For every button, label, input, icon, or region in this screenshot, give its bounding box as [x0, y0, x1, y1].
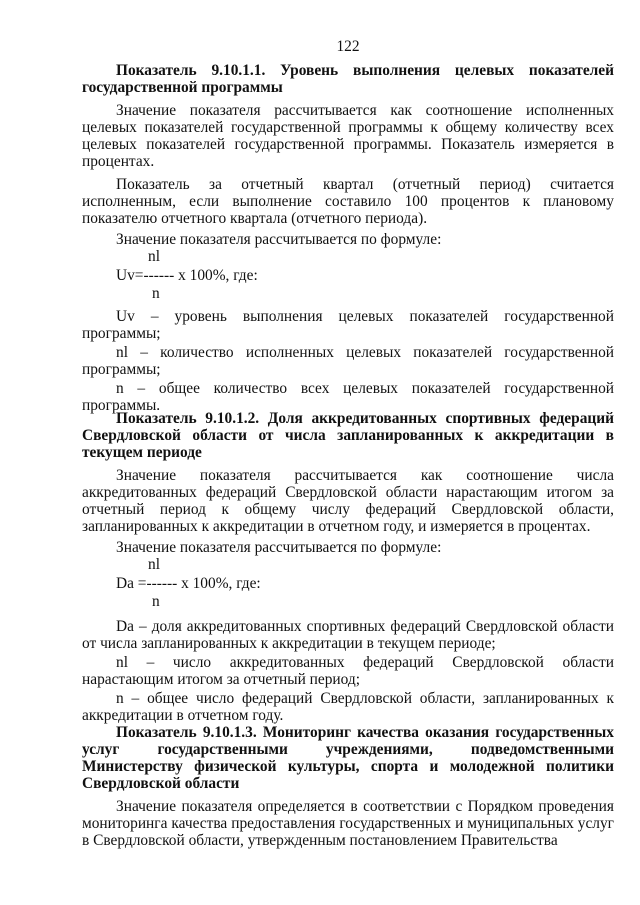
- formula: [82, 248, 614, 306]
- indicator-section-1: [82, 62, 614, 414]
- variable-definition: n – общее число федераций Свердловской области, запланированных к аккредитации в отчетном году.: [82, 690, 614, 724]
- formula-numerator: nl: [148, 248, 160, 265]
- variable-definition: Da – доля аккредитованных спортивных федераций Свердловской области от числа запланированных к аккредитации в текущем периоде;: [82, 618, 614, 652]
- indicator-section-2: [82, 410, 614, 724]
- variable-definition: n – общее количество всех целевых показателей государственной программы.: [82, 380, 614, 414]
- paragraph: Значение показателя рассчитывается как соотношение исполненных целевых показателей государственной программы к общему количеству всех целевых показателей государственной программы. Показатель измеряется в процентах.: [82, 102, 614, 170]
- formula-denominator: n: [152, 285, 160, 302]
- formula: [82, 556, 614, 614]
- page-number: 122: [336, 38, 360, 55]
- indicator-heading-1: Показатель 9.10.1.1. Уровень выполнения целевых показателей государственной программы: [82, 62, 614, 96]
- indicator-section-3: [82, 724, 614, 849]
- paragraph: Значение показателя рассчитывается как соотношение числа аккредитованных федераций Свердловской области нарастающим итогом за отчетный период к общему числу федераций Свердловской области, запланированных к аккредитации в отчетном году, и измеряется в процентах.: [82, 467, 614, 535]
- variable-definition: nl – число аккредитованных федераций Свердловской области нарастающим итогом за отчетный период;: [82, 654, 614, 688]
- indicator-heading-3: Показатель 9.10.1.3. Мониторинг качества оказания государственных услуг государственными учреждениями, подведомственными Министерству физической культуры, спорта и молодежной политики Свердловской области: [82, 724, 614, 792]
- formula-expression: Da =------ х 100%, где:: [116, 575, 261, 592]
- variable-definition: Uv – уровень выполнения целевых показателей государственной программы;: [82, 308, 614, 342]
- formula-numerator: nl: [148, 556, 160, 573]
- formula-expression: Uv=------ х 100%, где:: [116, 267, 258, 284]
- variable-definition: nl – количество исполненных целевых показателей государственной программы;: [82, 344, 614, 378]
- formula-intro: Значение показателя рассчитывается по формуле:: [116, 539, 442, 556]
- paragraph: Значение показателя определяется в соответствии с Порядком проведения мониторинга качества предоставления государственных и муниципальных услуг в Свердловской области, утвержденным постановлением Правительства: [82, 798, 614, 849]
- formula-denominator: n: [152, 593, 160, 610]
- paragraph: Показатель за отчетный квартал (отчетный период) считается исполненным, если выполнение составило 100 процентов к плановому показателю отчетного квартала (отчетного периода).: [82, 176, 614, 227]
- formula-intro: Значение показателя рассчитывается по формуле:: [116, 231, 442, 248]
- indicator-heading-2: Показатель 9.10.1.2. Доля аккредитованных спортивных федераций Свердловской области от числа запланированных к аккредитации в текущем периоде: [82, 410, 614, 461]
